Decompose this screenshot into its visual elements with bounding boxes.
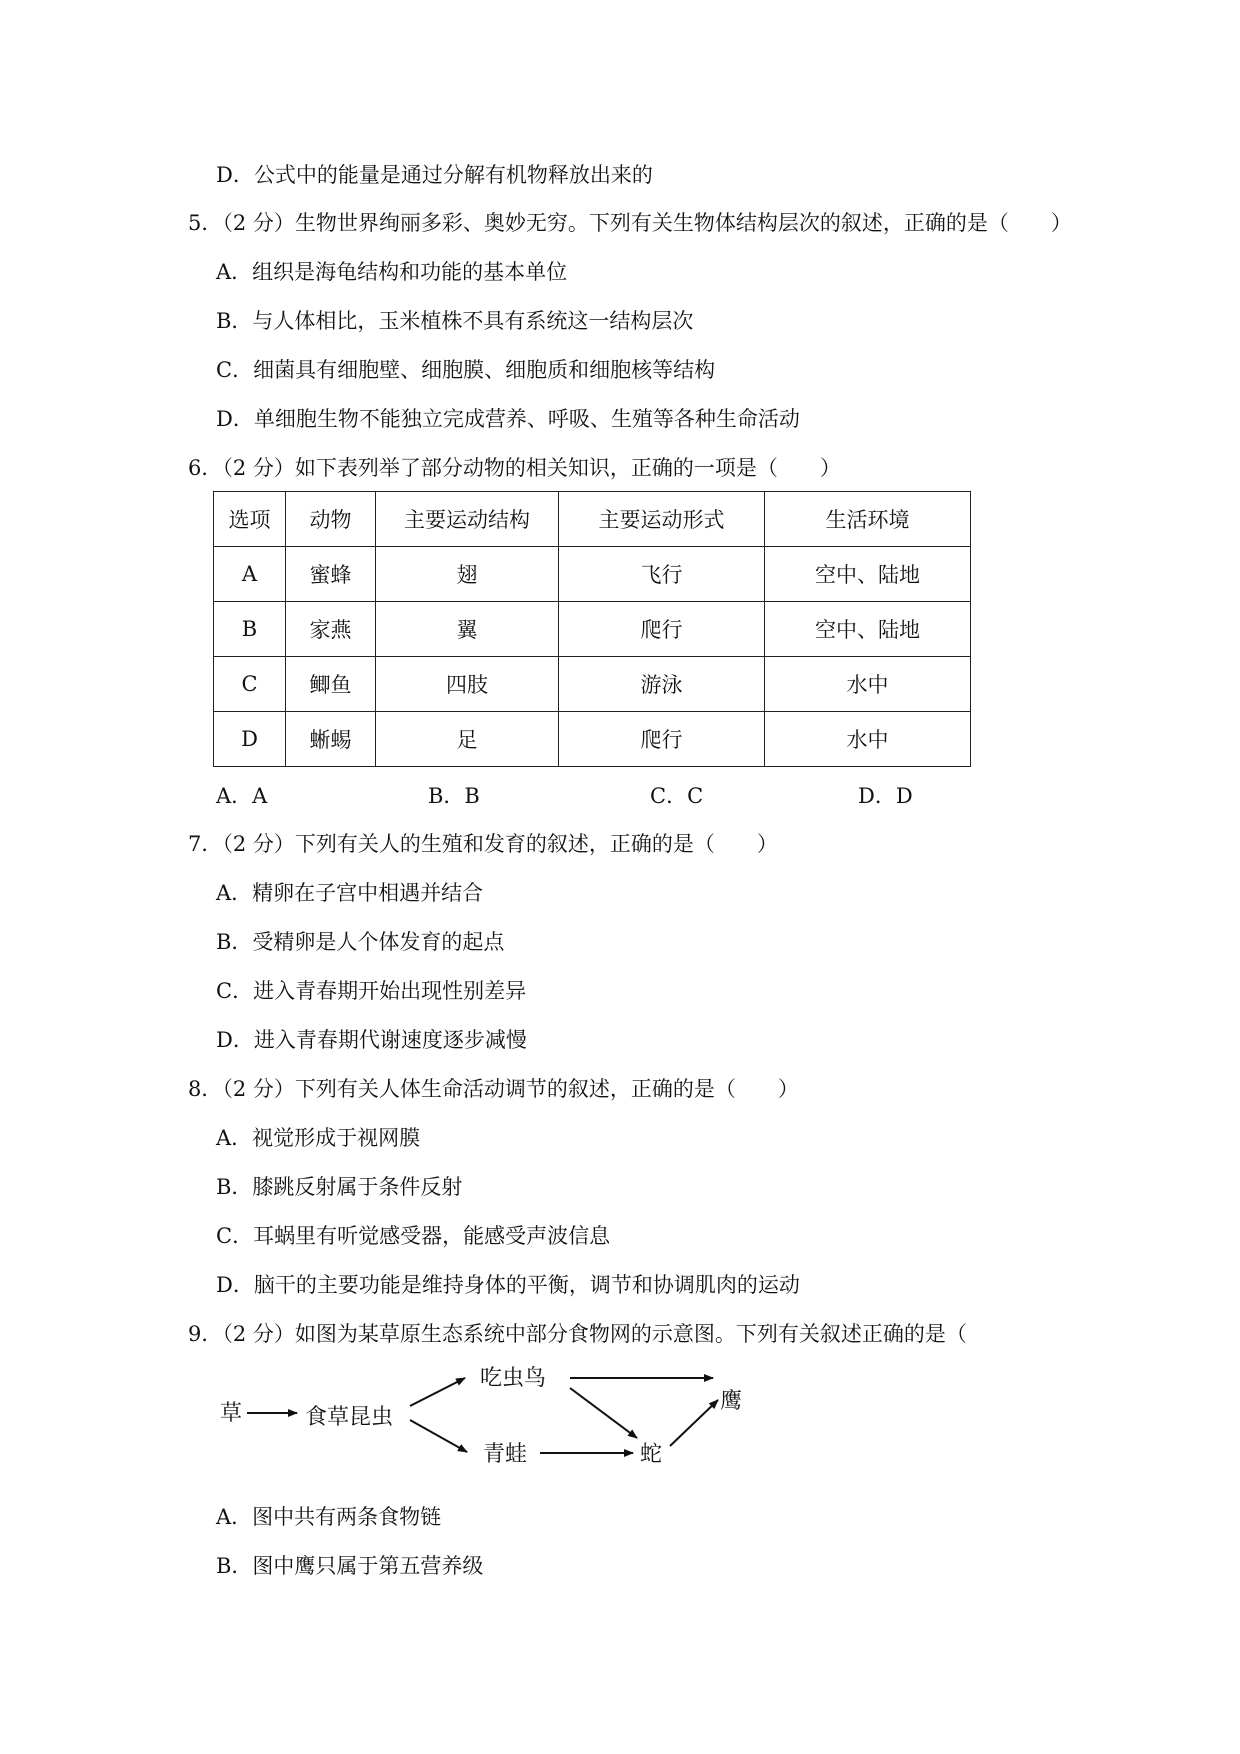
table-cell: 水中 bbox=[765, 712, 971, 767]
food-web-bird: 吃虫鸟 bbox=[480, 1366, 547, 1391]
q6-option-a: A．A bbox=[216, 784, 268, 808]
food-web-diagram bbox=[205, 1358, 765, 1468]
q9-stem: 9．（2 分）如图为某草原生态系统中部分食物网的示意图。下列有关叙述正确的是（ bbox=[188, 1322, 967, 1346]
table-row bbox=[214, 602, 971, 657]
q6-option-c: C．C bbox=[650, 784, 704, 808]
table-cell: 翼 bbox=[376, 602, 559, 657]
table-header-cell: 动物 bbox=[286, 492, 376, 547]
arrow-insect-bird bbox=[410, 1378, 465, 1406]
q7-option-c: C．进入青春期开始出现性别差异 bbox=[216, 979, 527, 1003]
food-web-grass: 草 bbox=[220, 1401, 243, 1426]
table-cell: A bbox=[214, 547, 286, 602]
table-cell: 鲫鱼 bbox=[286, 657, 376, 712]
q8-option-a: A．视觉形成于视网膜 bbox=[216, 1126, 421, 1150]
q6-option-d: D．D bbox=[858, 784, 913, 808]
animal-table bbox=[213, 491, 971, 767]
food-web-snake: 蛇 bbox=[640, 1442, 663, 1467]
q6-option-b: B．B bbox=[428, 784, 480, 808]
table-row bbox=[214, 657, 971, 712]
q4-option-d: D．公式中的能量是通过分解有机物释放出来的 bbox=[216, 163, 653, 187]
table-cell: 飞行 bbox=[559, 547, 765, 602]
q7-option-d: D．进入青春期代谢速度逐步减慢 bbox=[216, 1028, 527, 1052]
q8-stem: 8．（2 分）下列有关人体生命活动调节的叙述，正确的是（ ） bbox=[188, 1077, 799, 1101]
arrow-bird-snake bbox=[570, 1388, 637, 1438]
table-cell: 四肢 bbox=[376, 657, 559, 712]
table-cell: B bbox=[214, 602, 286, 657]
q8-option-d: D．脑干的主要功能是维持身体的平衡，调节和协调肌肉的运动 bbox=[216, 1273, 800, 1297]
table-row bbox=[214, 547, 971, 602]
q7-option-a: A．精卵在子宫中相遇并结合 bbox=[216, 881, 484, 905]
table-header-cell: 生活环境 bbox=[765, 492, 971, 547]
table-header-cell: 主要运动结构 bbox=[376, 492, 559, 547]
table-header-cell: 主要运动形式 bbox=[559, 492, 765, 547]
arrow-insect-frog bbox=[410, 1420, 467, 1452]
table-cell: D bbox=[214, 712, 286, 767]
table-cell: 翅 bbox=[376, 547, 559, 602]
table-cell: 空中、陆地 bbox=[765, 547, 971, 602]
q9-option-a: A．图中共有两条食物链 bbox=[216, 1505, 442, 1529]
table-cell: 家燕 bbox=[286, 602, 376, 657]
q5-option-b: B．与人体相比，玉米植株不具有系统这一结构层次 bbox=[216, 309, 694, 333]
q9-option-b: B．图中鹰只属于第五营养级 bbox=[216, 1554, 484, 1578]
food-web-frog: 青蛙 bbox=[483, 1442, 528, 1467]
food-web-hawk: 鹰 bbox=[720, 1389, 743, 1414]
table-cell: 爬行 bbox=[559, 602, 765, 657]
table-header-cell: 选项 bbox=[214, 492, 286, 547]
q5-option-c: C．细菌具有细胞壁、细胞膜、细胞质和细胞核等结构 bbox=[216, 358, 716, 382]
table-row bbox=[214, 712, 971, 767]
food-web-insect: 食草昆虫 bbox=[305, 1405, 394, 1430]
table-cell: 水中 bbox=[765, 657, 971, 712]
q5-option-d: D．单细胞生物不能独立完成营养、呼吸、生殖等各种生命活动 bbox=[216, 407, 800, 431]
q5-option-a: A．组织是海龟结构和功能的基本单位 bbox=[216, 260, 568, 284]
arrow-snake-hawk bbox=[670, 1400, 718, 1446]
q7-option-b: B．受精卵是人个体发育的起点 bbox=[216, 930, 505, 954]
table-cell: 爬行 bbox=[559, 712, 765, 767]
table-cell: C bbox=[214, 657, 286, 712]
table-cell: 空中、陆地 bbox=[765, 602, 971, 657]
q6-stem: 6．（2 分）如下表列举了部分动物的相关知识，正确的一项是（ ） bbox=[188, 456, 841, 480]
q8-option-b: B．膝跳反射属于条件反射 bbox=[216, 1175, 463, 1199]
q7-stem: 7．（2 分）下列有关人的生殖和发育的叙述，正确的是（ ） bbox=[188, 832, 778, 856]
table-cell: 蜜蜂 bbox=[286, 547, 376, 602]
q8-option-c: C．耳蜗里有听觉感受器，能感受声波信息 bbox=[216, 1224, 611, 1248]
table-cell: 游泳 bbox=[559, 657, 765, 712]
table-cell: 足 bbox=[376, 712, 559, 767]
table-cell: 蜥蜴 bbox=[286, 712, 376, 767]
table-header-row bbox=[214, 492, 971, 547]
q5-stem: 5．（2 分）生物世界绚丽多彩、奥妙无穷。下列有关生物体结构层次的叙述，正确的是（ ） bbox=[188, 211, 1072, 235]
